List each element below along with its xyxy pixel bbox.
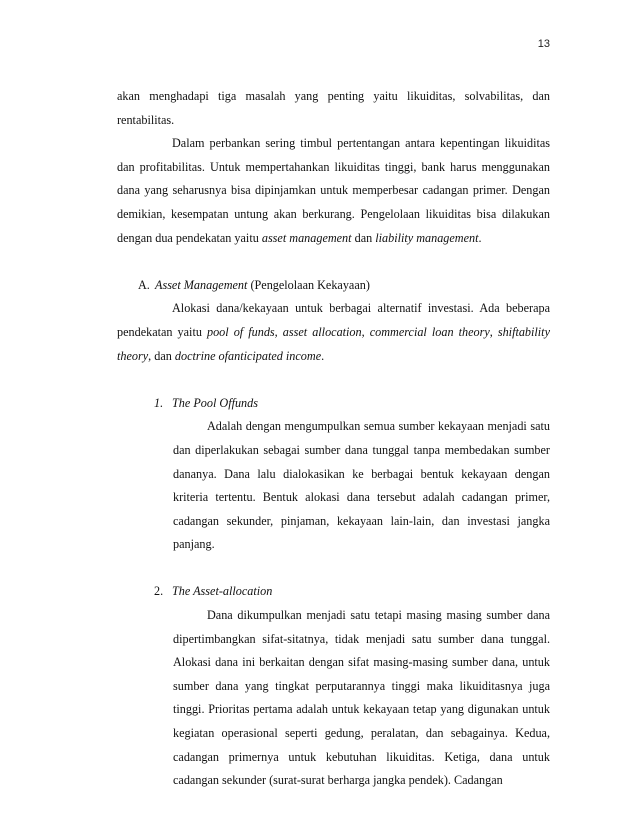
separator: , xyxy=(489,324,498,339)
paragraph-intro: akan menghadapi tiga masalah yang penting yaitu likuiditas, solvabilitas, dan rentabilitas. xyxy=(117,89,550,127)
paragraph-text: Alokasi dana/kekayaan untuk berbagai alternatif investasi. Ada beberapa pendekatan yaitu xyxy=(117,301,550,339)
item-marker: 1. xyxy=(154,395,164,410)
conjunction: dan xyxy=(351,230,376,245)
term-doctrine: doctrine ofanticipated income xyxy=(174,348,322,363)
conjunction: , dan xyxy=(148,348,175,363)
item-paragraph-2: Dana dikumpulkan menjadi satu tetapi masing masing sumber dana dipertimbangkan sifat-sitatnya, tidak menjadi satu sumber dana tunggal. Alokasi dana ini berkaitan dengan sifat masing-masing sumber dana, untuk sumber dana yang tingkat perputarannya tinggi maka likuiditasnya juga tinggi. Prioritas pertama adalah untuk kekayaan tetap yang digunakan untuk kegiatan operasional seperti gedung, peralatan, dan sebagainya. Kedua, cadangan primernya untuk kebutuhan likuiditas. Ketiga, dana untuk cadangan sekunder (surat-surat berharga jangka pendek). Cadangan xyxy=(173,608,550,788)
item-heading-2 xyxy=(117,580,550,604)
item-marker: 2. xyxy=(154,584,164,599)
item-heading-1 xyxy=(117,392,550,416)
term-liability-management: liability management xyxy=(375,230,479,245)
item-title: The Asset-allocation xyxy=(172,584,273,599)
period: . xyxy=(478,230,482,245)
spacer xyxy=(117,557,550,581)
spacer xyxy=(117,368,550,392)
page-number: 13 xyxy=(537,38,550,50)
section-title-italic: Asset Management xyxy=(155,277,248,292)
term-asset-management: asset management xyxy=(261,230,352,245)
paragraph-allocation xyxy=(117,297,550,368)
item-title: The Pool Offunds xyxy=(172,395,258,410)
term-list: pool of funds, asset allocation, commercial loan theory xyxy=(206,324,490,339)
spacer xyxy=(117,250,550,274)
paragraph-liquidity xyxy=(117,132,550,250)
section-marker: A. xyxy=(138,277,150,292)
term-shiftability: shiftability theory xyxy=(117,324,550,363)
period: . xyxy=(321,348,325,363)
section-title-rest: (Pengelolaan Kekayaan) xyxy=(247,277,370,292)
section-heading-a xyxy=(117,274,550,298)
item-paragraph-1: Adalah dengan mengumpulkan semua sumber kekayaan menjadi satu dan diperlakukan sebagai sumber dana tunggal tanpa membedakan sumber dananya. Dana lalu dialokasikan ke berbagai bentuk kekayaan dengan kriteria tertentu. Bentuk alokasi dana tersebut adalah cadangan primer, cadangan sekunder, pinjaman, kekayaan lain-lain, dan investasi jangka panjang. xyxy=(173,419,550,552)
paragraph-text: Dalam perbankan sering timbul pertentangan antara kepentingan likuiditas dan profitabilitas. Untuk mempertahankan likuiditas tinggi, bank harus menggunakan dana yang seharusnya bisa dipinjamkan untuk memperbesar cadangan primer. Dengan demikian, kesempatan untung akan berkurang. Pengelolaan likuiditas bisa dilakukan dengan dua pendekatan yaitu xyxy=(117,136,550,245)
document-body xyxy=(117,85,550,793)
